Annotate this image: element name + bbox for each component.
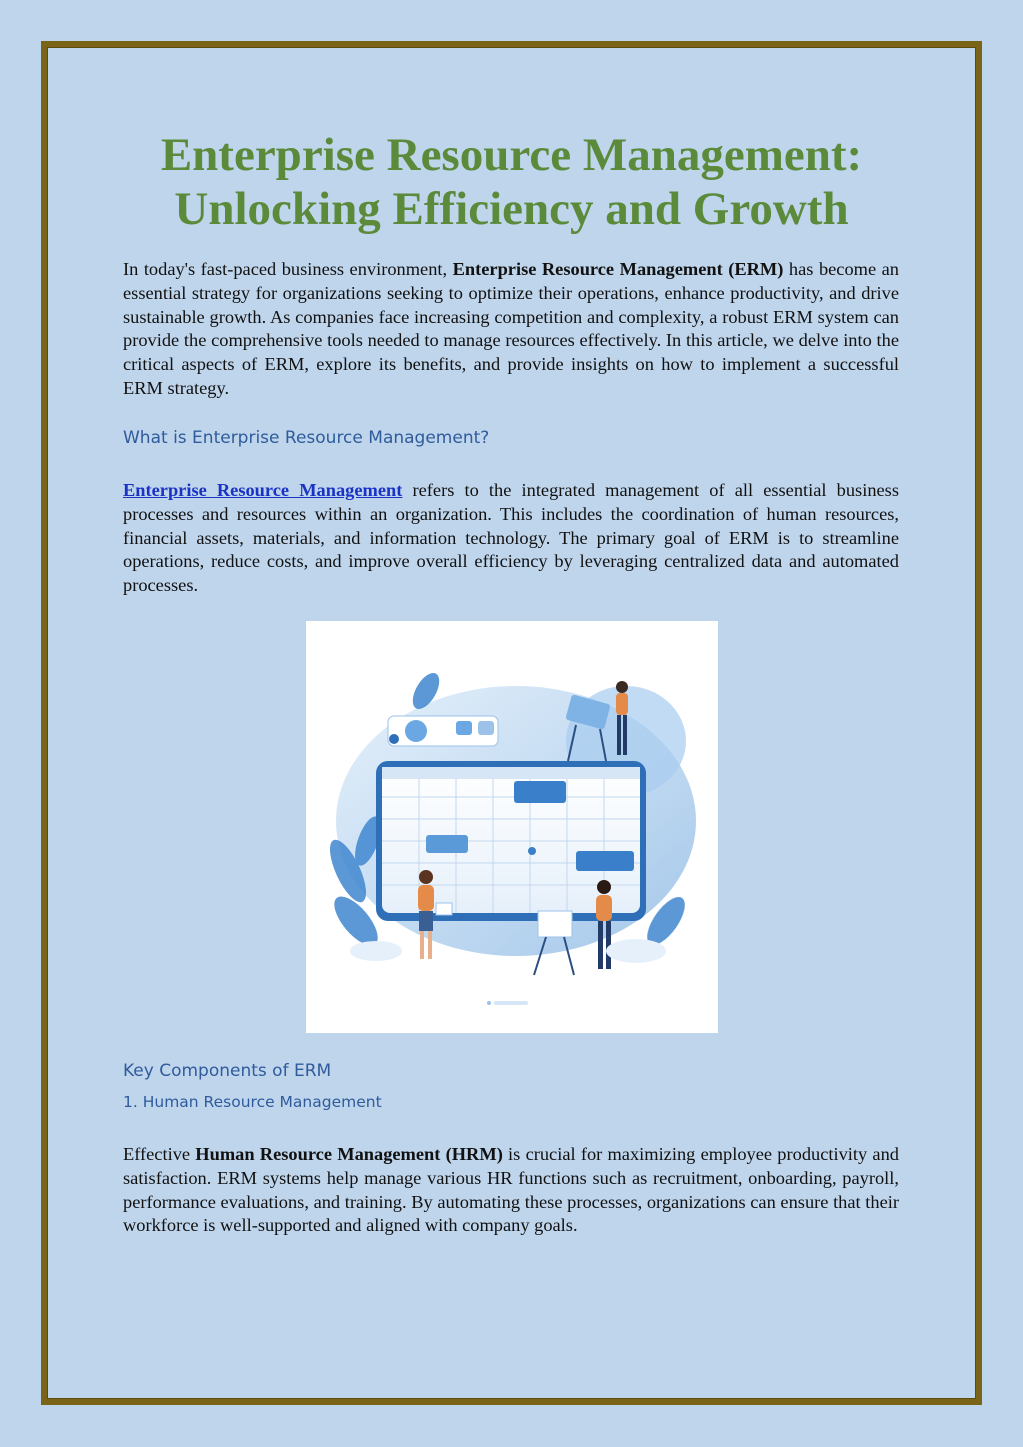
definition-text: refers to the integrated management of all essential business processes and resources within an organization. This includes the coordination of human resources, financial assets, materials, and information technology. The primary goal of ERM is to streamline operations, reduce costs, and improve overall efficiency by leveraging centralized data and automated processes.: [123, 480, 899, 596]
page-title: [0, 128, 1023, 236]
erm-illustration: [306, 621, 718, 1033]
hrm-paragraph: [123, 1143, 899, 1238]
title-line-2: Unlocking Efficiency and Growth: [174, 183, 849, 235]
title-line-1: Enterprise Resource Management:: [160, 129, 863, 181]
definition-paragraph: [123, 479, 899, 598]
section-heading-key-components: Key Components of ERM: [123, 1061, 332, 1081]
erm-link[interactable]: Enterprise Resource Management: [123, 480, 403, 500]
intro-text-rest: has become an essential strategy for organizations seeking to optimize their operations, enhance productivity, and drive sustainable growth. As companies face increasing competition and complexity, a robust ERM system can provide the comprehensive tools needed to manage resources effectively. In this article, we delve into the critical aspects of ERM, explore its benefits, and provide insights on how to implement a successful ERM strategy.: [123, 259, 899, 398]
subsection-heading-hrm: 1. Human Resource Management: [123, 1093, 382, 1111]
intro-text-start: In today's fast-paced business environment,: [123, 259, 453, 279]
hrm-text-start: Effective: [123, 1144, 196, 1164]
hrm-bold-term: Human Resource Management (HRM): [195, 1144, 503, 1164]
intro-bold-term: Enterprise Resource Management (ERM): [452, 259, 784, 279]
intro-paragraph: [123, 258, 899, 401]
hrm-text-rest: is crucial for maximizing employee productivity and satisfaction. ERM systems help manage various HR functions such as recruitment, onboarding, payroll, performance evaluations, and training. By automating these processes, organizations can ensure that their workforce is well-supported and aligned with company goals.: [123, 1144, 899, 1236]
erm-calendar-illustration-icon: [306, 621, 718, 1033]
section-heading-what-is-erm: What is Enterprise Resource Management?: [123, 428, 490, 448]
